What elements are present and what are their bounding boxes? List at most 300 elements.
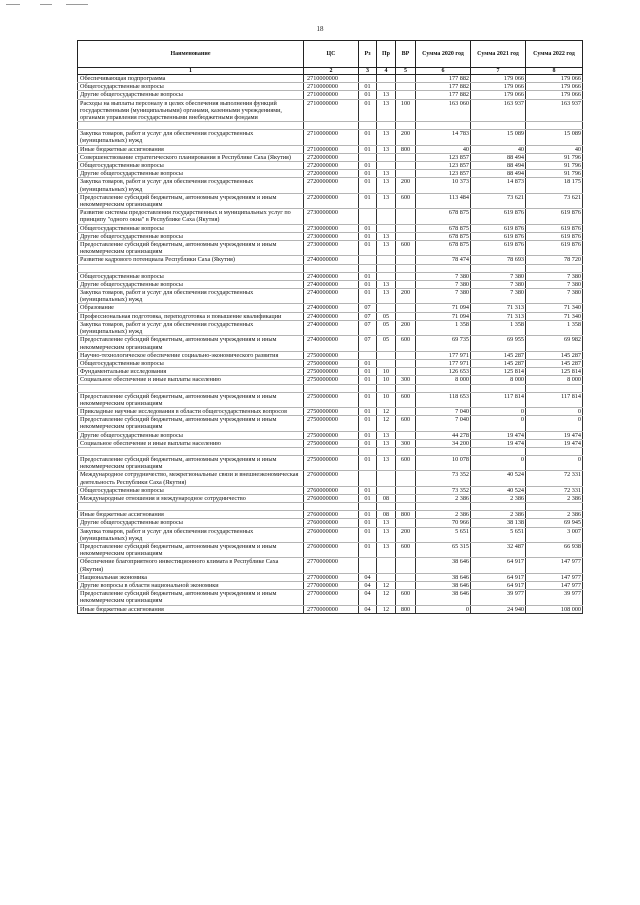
spacer-cell: [526, 384, 583, 392]
row-sum-2020-cell: 163 060: [416, 99, 471, 122]
row-name-cell: Научно-технологическое обеспечение социально-экономического развития: [78, 351, 304, 359]
spacer-cell: [377, 384, 396, 392]
row-sum-2020-cell: 40: [416, 145, 471, 153]
row-sum-2020-cell: 7 040: [416, 407, 471, 415]
table-row: [78, 573, 583, 581]
row-pr-cell: [377, 153, 396, 161]
row-pr-cell: [377, 162, 396, 170]
row-rz-cell: [359, 471, 377, 486]
row-sum-2021-cell: 40 524: [471, 486, 526, 494]
column-number: 4: [377, 68, 396, 75]
table-row: [78, 83, 583, 91]
row-vr-cell: [396, 153, 416, 161]
table-row: [78, 590, 583, 605]
row-cs-cell: 2750000000: [304, 439, 359, 447]
row-name-cell: Фундаментальные исследования: [78, 368, 304, 376]
row-sum-2020-cell: 7 380: [416, 289, 471, 304]
row-vr-cell: 800: [396, 511, 416, 519]
table-row: [78, 527, 583, 542]
row-sum-2021-cell: 619 876: [471, 224, 526, 232]
row-vr-cell: [396, 368, 416, 376]
row-rz-cell: 01: [359, 416, 377, 431]
row-vr-cell: 200: [396, 130, 416, 145]
spacer-row: [78, 264, 583, 272]
row-sum-2020-cell: 118 653: [416, 392, 471, 407]
row-rz-cell: 01: [359, 455, 377, 470]
row-sum-2021-cell: 88 494: [471, 153, 526, 161]
table-row: [78, 605, 583, 613]
spacer-cell: [396, 503, 416, 511]
row-sum-2021-cell: 40: [471, 145, 526, 153]
row-name-cell: Обеспечение благоприятного инвестиционного климата в Республике Саха (Якутия): [78, 558, 304, 573]
spacer-row: [78, 122, 583, 130]
row-sum-2020-cell: 678 875: [416, 224, 471, 232]
row-name-cell: Общегосударственные вопросы: [78, 224, 304, 232]
row-vr-cell: [396, 573, 416, 581]
row-rz-cell: 07: [359, 320, 377, 335]
header-rz: Рз: [359, 41, 377, 68]
row-sum-2021-cell: 145 287: [471, 351, 526, 359]
row-rz-cell: 01: [359, 232, 377, 240]
row-cs-cell: 2750000000: [304, 431, 359, 439]
row-pr-cell: [377, 486, 396, 494]
spacer-cell: [78, 384, 304, 392]
row-vr-cell: 300: [396, 439, 416, 447]
row-pr-cell: 13: [377, 193, 396, 208]
row-rz-cell: [359, 75, 377, 83]
row-cs-cell: 2730000000: [304, 232, 359, 240]
table-row: [78, 224, 583, 232]
spacer-row: [78, 447, 583, 455]
row-name-cell: Другие общегосударственные вопросы: [78, 519, 304, 527]
scan-artifact-line: [6, 4, 20, 5]
table-row: [78, 320, 583, 335]
spacer-cell: [304, 384, 359, 392]
row-pr-cell: 10: [377, 392, 396, 407]
header-name: Наименование: [78, 41, 304, 68]
row-rz-cell: 04: [359, 605, 377, 613]
row-sum-2020-cell: 678 875: [416, 209, 471, 224]
row-sum-2022-cell: 71 340: [526, 304, 583, 312]
row-pr-cell: 13: [377, 439, 396, 447]
row-cs-cell: 2740000000: [304, 289, 359, 304]
spacer-cell: [78, 503, 304, 511]
row-rz-cell: 01: [359, 359, 377, 367]
spacer-cell: [471, 264, 526, 272]
row-sum-2020-cell: 1 358: [416, 320, 471, 335]
row-rz-cell: 01: [359, 193, 377, 208]
spacer-cell: [359, 384, 377, 392]
row-name-cell: Общегосударственные вопросы: [78, 359, 304, 367]
spacer-cell: [471, 122, 526, 130]
row-sum-2021-cell: 78 693: [471, 256, 526, 264]
row-name-cell: Иные бюджетные ассигнования: [78, 145, 304, 153]
row-vr-cell: [396, 170, 416, 178]
row-sum-2022-cell: 66 938: [526, 542, 583, 557]
row-name-cell: Профессиональная подготовка, переподготовка и повышение квалификации: [78, 312, 304, 320]
row-cs-cell: 2710000000: [304, 145, 359, 153]
row-sum-2020-cell: 38 646: [416, 590, 471, 605]
row-rz-cell: 01: [359, 241, 377, 256]
row-name-cell: Закупка товаров, работ и услуг для обеспечения государственных (муниципальных) нужд: [78, 130, 304, 145]
row-sum-2022-cell: 91 796: [526, 162, 583, 170]
spacer-cell: [396, 384, 416, 392]
row-sum-2021-cell: 15 089: [471, 130, 526, 145]
row-vr-cell: 600: [396, 241, 416, 256]
row-pr-cell: 13: [377, 527, 396, 542]
row-sum-2022-cell: 108 000: [526, 605, 583, 613]
row-vr-cell: 800: [396, 605, 416, 613]
row-sum-2020-cell: 65 315: [416, 542, 471, 557]
row-name-cell: Предоставление субсидий бюджетным, автономным учреждениям и иным некоммерческим организациям: [78, 241, 304, 256]
row-rz-cell: 01: [359, 494, 377, 502]
row-sum-2022-cell: 1 358: [526, 320, 583, 335]
spacer-cell: [526, 122, 583, 130]
page-number: 18: [316, 25, 324, 33]
row-pr-cell: [377, 224, 396, 232]
row-pr-cell: 13: [377, 542, 396, 557]
row-cs-cell: 2770000000: [304, 581, 359, 589]
table-row: [78, 519, 583, 527]
table-row: [78, 170, 583, 178]
row-name-cell: Общегосударственные вопросы: [78, 83, 304, 91]
row-cs-cell: 2760000000: [304, 486, 359, 494]
row-pr-cell: 12: [377, 581, 396, 589]
row-cs-cell: 2770000000: [304, 590, 359, 605]
table-row: [78, 368, 583, 376]
row-sum-2021-cell: 64 917: [471, 558, 526, 573]
row-name-cell: Иные бюджетные ассигнования: [78, 511, 304, 519]
row-sum-2021-cell: 88 494: [471, 162, 526, 170]
row-cs-cell: 2760000000: [304, 494, 359, 502]
row-sum-2022-cell: 7 380: [526, 289, 583, 304]
row-vr-cell: [396, 162, 416, 170]
table-row: [78, 407, 583, 415]
table-row: [78, 130, 583, 145]
row-cs-cell: 2750000000: [304, 376, 359, 384]
row-rz-cell: 01: [359, 486, 377, 494]
row-vr-cell: 200: [396, 527, 416, 542]
table-row: [78, 241, 583, 256]
table-row: [78, 351, 583, 359]
row-vr-cell: [396, 272, 416, 280]
row-cs-cell: 2760000000: [304, 471, 359, 486]
row-pr-cell: 10: [377, 376, 396, 384]
row-sum-2022-cell: 2 386: [526, 494, 583, 502]
row-pr-cell: 13: [377, 232, 396, 240]
spacer-cell: [416, 264, 471, 272]
row-sum-2021-cell: 71 313: [471, 312, 526, 320]
row-pr-cell: [377, 272, 396, 280]
column-number: 7: [471, 68, 526, 75]
header-pr: Пр: [377, 41, 396, 68]
row-cs-cell: 2710000000: [304, 91, 359, 99]
table-row: [78, 542, 583, 557]
row-pr-cell: 05: [377, 336, 396, 351]
row-sum-2022-cell: 7 380: [526, 280, 583, 288]
row-cs-cell: 2740000000: [304, 272, 359, 280]
row-pr-cell: 13: [377, 130, 396, 145]
table-body: [78, 75, 583, 614]
row-rz-cell: [359, 153, 377, 161]
row-vr-cell: 200: [396, 178, 416, 193]
row-sum-2020-cell: 38 646: [416, 573, 471, 581]
spacer-cell: [304, 503, 359, 511]
row-sum-2021-cell: 179 066: [471, 83, 526, 91]
row-cs-cell: 2760000000: [304, 519, 359, 527]
row-pr-cell: 13: [377, 289, 396, 304]
row-vr-cell: 600: [396, 336, 416, 351]
row-sum-2021-cell: 125 814: [471, 368, 526, 376]
row-rz-cell: [359, 558, 377, 573]
budget-table: [77, 40, 583, 614]
row-sum-2020-cell: 38 646: [416, 558, 471, 573]
row-sum-2021-cell: 64 917: [471, 573, 526, 581]
table-row: [78, 193, 583, 208]
row-sum-2022-cell: 73 621: [526, 193, 583, 208]
row-rz-cell: 01: [359, 91, 377, 99]
row-cs-cell: 2720000000: [304, 170, 359, 178]
row-sum-2021-cell: 117 814: [471, 392, 526, 407]
row-pr-cell: 13: [377, 455, 396, 470]
row-cs-cell: 2760000000: [304, 527, 359, 542]
spacer-cell: [526, 447, 583, 455]
row-name-cell: Социальное обеспечение и иные выплаты населению: [78, 376, 304, 384]
row-vr-cell: [396, 486, 416, 494]
row-pr-cell: 12: [377, 416, 396, 431]
table-row: [78, 256, 583, 264]
row-name-cell: Обеспечивающая подпрограмма: [78, 75, 304, 83]
row-pr-cell: [377, 75, 396, 83]
row-sum-2020-cell: 7 380: [416, 272, 471, 280]
row-sum-2020-cell: 678 875: [416, 232, 471, 240]
spacer-cell: [304, 122, 359, 130]
row-sum-2020-cell: 5 651: [416, 527, 471, 542]
row-rz-cell: [359, 209, 377, 224]
row-sum-2021-cell: 7 380: [471, 289, 526, 304]
spacer-cell: [396, 264, 416, 272]
row-name-cell: Развитие системы предоставления государственных и муниципальных услуг по принципу "одного окна" в Республике Саха (Якутия): [78, 209, 304, 224]
row-vr-cell: 300: [396, 376, 416, 384]
spacer-row: [78, 384, 583, 392]
row-sum-2022-cell: 147 977: [526, 573, 583, 581]
row-sum-2021-cell: 71 313: [471, 304, 526, 312]
row-cs-cell: 2760000000: [304, 542, 359, 557]
column-number: 8: [526, 68, 583, 75]
row-name-cell: Предоставление субсидий бюджетным, автономным учреждениям и иным некоммерческим организациям: [78, 455, 304, 470]
row-vr-cell: [396, 232, 416, 240]
row-sum-2020-cell: 70 966: [416, 519, 471, 527]
row-sum-2022-cell: 39 977: [526, 590, 583, 605]
row-sum-2022-cell: 117 814: [526, 392, 583, 407]
table-row: [78, 232, 583, 240]
spacer-cell: [416, 503, 471, 511]
row-cs-cell: 2720000000: [304, 153, 359, 161]
row-cs-cell: 2770000000: [304, 573, 359, 581]
row-vr-cell: [396, 581, 416, 589]
row-cs-cell: 2770000000: [304, 605, 359, 613]
row-sum-2022-cell: 619 876: [526, 224, 583, 232]
row-name-cell: Другие вопросы в области национальной экономики: [78, 581, 304, 589]
row-rz-cell: 01: [359, 272, 377, 280]
spacer-row: [78, 503, 583, 511]
row-sum-2022-cell: 145 287: [526, 359, 583, 367]
spacer-cell: [377, 264, 396, 272]
row-cs-cell: 2730000000: [304, 209, 359, 224]
header-sum-2021: Сумма 2021 год: [471, 41, 526, 68]
row-name-cell: Расходы на выплаты персоналу в целях обеспечения выполнения функций государственными (муниципальными) органами, казенными учреждениями, органами управления государственными внебюджетными фондами: [78, 99, 304, 122]
table-row: [78, 91, 583, 99]
row-sum-2022-cell: 147 977: [526, 558, 583, 573]
spacer-cell: [416, 447, 471, 455]
row-sum-2021-cell: 7 380: [471, 272, 526, 280]
table-row: [78, 289, 583, 304]
row-sum-2021-cell: 73 621: [471, 193, 526, 208]
row-sum-2022-cell: 91 796: [526, 170, 583, 178]
row-sum-2020-cell: 177 882: [416, 91, 471, 99]
table-row: [78, 209, 583, 224]
row-sum-2020-cell: 73 352: [416, 471, 471, 486]
row-cs-cell: 2750000000: [304, 455, 359, 470]
row-sum-2021-cell: 0: [471, 416, 526, 431]
row-cs-cell: 2740000000: [304, 280, 359, 288]
spacer-cell: [416, 122, 471, 130]
row-sum-2020-cell: 78 474: [416, 256, 471, 264]
row-cs-cell: 2750000000: [304, 359, 359, 367]
row-vr-cell: [396, 494, 416, 502]
row-vr-cell: 100: [396, 99, 416, 122]
row-sum-2021-cell: 2 386: [471, 494, 526, 502]
row-pr-cell: [377, 256, 396, 264]
row-cs-cell: 2750000000: [304, 407, 359, 415]
row-name-cell: Закупка товаров, работ и услуг для обеспечения государственных (муниципальных) нужд: [78, 320, 304, 335]
row-sum-2021-cell: 0: [471, 407, 526, 415]
row-sum-2020-cell: 71 094: [416, 312, 471, 320]
spacer-cell: [471, 503, 526, 511]
row-pr-cell: [377, 351, 396, 359]
row-vr-cell: [396, 304, 416, 312]
row-vr-cell: 600: [396, 416, 416, 431]
row-vr-cell: [396, 256, 416, 264]
row-rz-cell: 01: [359, 130, 377, 145]
row-name-cell: Образование: [78, 304, 304, 312]
row-sum-2020-cell: 177 882: [416, 75, 471, 83]
row-sum-2020-cell: 44 278: [416, 431, 471, 439]
row-rz-cell: [359, 256, 377, 264]
header-cs: ЦС: [304, 41, 359, 68]
row-name-cell: Закупка товаров, работ и услуг для обеспечения государственных (муниципальных) нужд: [78, 527, 304, 542]
row-rz-cell: 01: [359, 99, 377, 122]
spacer-cell: [359, 122, 377, 130]
spacer-cell: [304, 447, 359, 455]
row-cs-cell: 2750000000: [304, 368, 359, 376]
row-sum-2020-cell: 123 857: [416, 170, 471, 178]
row-pr-cell: 12: [377, 605, 396, 613]
row-cs-cell: 2720000000: [304, 178, 359, 193]
row-pr-cell: [377, 83, 396, 91]
row-sum-2020-cell: 8 000: [416, 376, 471, 384]
row-name-cell: Другие общегосударственные вопросы: [78, 91, 304, 99]
row-pr-cell: 13: [377, 145, 396, 153]
row-sum-2022-cell: 145 287: [526, 351, 583, 359]
row-cs-cell: 2750000000: [304, 351, 359, 359]
row-pr-cell: 08: [377, 511, 396, 519]
row-sum-2020-cell: 2 386: [416, 494, 471, 502]
row-cs-cell: 2770000000: [304, 558, 359, 573]
row-pr-cell: [377, 359, 396, 367]
row-sum-2021-cell: 64 917: [471, 581, 526, 589]
row-vr-cell: [396, 407, 416, 415]
spacer-cell: [377, 447, 396, 455]
column-number: 5: [396, 68, 416, 75]
row-cs-cell: 2740000000: [304, 256, 359, 264]
row-sum-2020-cell: 0: [416, 605, 471, 613]
row-vr-cell: 800: [396, 145, 416, 153]
row-sum-2022-cell: 78 720: [526, 256, 583, 264]
row-rz-cell: 01: [359, 527, 377, 542]
row-name-cell: Совершенствование стратегического планирования в Республике Саха (Якутия): [78, 153, 304, 161]
table-row: [78, 471, 583, 486]
row-sum-2022-cell: 19 474: [526, 431, 583, 439]
table-row: [78, 272, 583, 280]
table-row: [78, 376, 583, 384]
row-vr-cell: 600: [396, 193, 416, 208]
row-sum-2022-cell: 163 937: [526, 99, 583, 122]
row-sum-2021-cell: 8 000: [471, 376, 526, 384]
row-sum-2022-cell: 125 814: [526, 368, 583, 376]
row-vr-cell: [396, 359, 416, 367]
row-sum-2022-cell: 179 066: [526, 91, 583, 99]
row-sum-2022-cell: 69 945: [526, 519, 583, 527]
row-name-cell: Другие общегосударственные вопросы: [78, 232, 304, 240]
header-sum-2020: Сумма 2020 год: [416, 41, 471, 68]
table-row: [78, 581, 583, 589]
table-row: [78, 145, 583, 153]
row-vr-cell: [396, 209, 416, 224]
table-row: [78, 558, 583, 573]
row-vr-cell: [396, 558, 416, 573]
table-row: [78, 304, 583, 312]
row-name-cell: Иные бюджетные ассигнования: [78, 605, 304, 613]
row-rz-cell: 01: [359, 280, 377, 288]
row-sum-2021-cell: 2 386: [471, 511, 526, 519]
row-rz-cell: 01: [359, 431, 377, 439]
row-name-cell: Предоставление субсидий бюджетным, автономным учреждениям и иным некоммерческим организациям: [78, 336, 304, 351]
row-rz-cell: 01: [359, 519, 377, 527]
table-row: [78, 99, 583, 122]
row-sum-2020-cell: 177 971: [416, 351, 471, 359]
row-vr-cell: 600: [396, 590, 416, 605]
row-sum-2021-cell: 88 494: [471, 170, 526, 178]
row-sum-2022-cell: 18 175: [526, 178, 583, 193]
row-rz-cell: 07: [359, 304, 377, 312]
table-row: [78, 494, 583, 502]
row-cs-cell: 2730000000: [304, 224, 359, 232]
scan-artifact-line: [66, 4, 88, 5]
row-name-cell: Закупка товаров, работ и услуг для обеспечения государственных (муниципальных) нужд: [78, 178, 304, 193]
row-pr-cell: [377, 304, 396, 312]
row-sum-2020-cell: 10 373: [416, 178, 471, 193]
spacer-cell: [78, 264, 304, 272]
scan-artifact-line: [40, 4, 52, 5]
table-row: [78, 280, 583, 288]
row-name-cell: Другие общегосударственные вопросы: [78, 170, 304, 178]
row-sum-2020-cell: 69 735: [416, 336, 471, 351]
row-sum-2022-cell: 72 331: [526, 471, 583, 486]
row-sum-2022-cell: 8 000: [526, 376, 583, 384]
row-pr-cell: [377, 209, 396, 224]
header-vr: ВР: [396, 41, 416, 68]
